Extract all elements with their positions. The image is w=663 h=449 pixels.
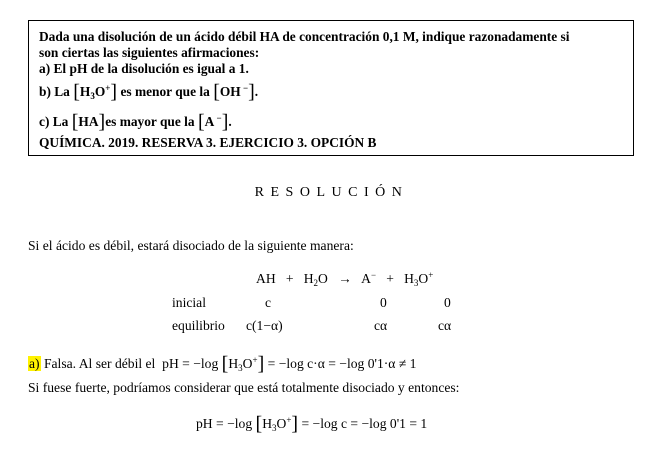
statement-b: b) La $[H_3O^+]$ es menor que la [OH −]. — [39, 81, 259, 103]
problem-source: QUÍMICA. 2019. RESERVA 3. EJERCICIO 3. OPCIÓN B — [39, 135, 377, 150]
answer-a: a) Falsa. Al ser débil el pH = −log $[H_3O^+] = -\log$ c·α = −log 0'1·α ≠ 1 — [29, 353, 417, 375]
statement-a: a) El pH de la disolución es igual a 1. — [39, 61, 249, 76]
equilibrio-label: equilibrio — [172, 318, 225, 333]
problem-intro: Dada una disolución de un ácido débil HA de concentración 0,1 M, indique razonadamente si — [39, 29, 570, 44]
inicial-ah: c — [265, 295, 272, 310]
equilibrio-ah: c(1−α) — [246, 318, 283, 333]
resolution-title: RESOLUCIÓN — [254, 185, 409, 200]
problem-intro-2: son ciertas las siguientes afirmaciones: — [39, 45, 260, 60]
equilibrio-h3o: cα — [438, 318, 452, 333]
dissociation-equation: AH + $H_2O$ → A− + $H_3O^+$ — [256, 270, 434, 288]
inicial-a: 0 — [380, 295, 387, 310]
problem-statement-box — [28, 20, 634, 156]
equilibrio-a: cα — [374, 318, 388, 333]
statement-c: c) La [HA]es mayor que la [A −]. — [39, 111, 232, 133]
inicial-h3o: 0 — [444, 295, 451, 310]
final-formula: pH = −log $[H_3O^+] = -\log$ c = −log 0'1 = 1 — [196, 413, 428, 435]
answer-a-letter: a) — [29, 356, 40, 371]
intro-text: Si el ácido es débil, estará disociado de la siguiente manera: — [28, 238, 354, 253]
answer-a-formula: pH = −log $[H_3O^+] = -\log$ c·α = −log 0'1·α ≠ 1 — [158, 353, 417, 375]
inicial-label: inicial — [172, 295, 206, 310]
strong-acid-text: Si fuese fuerte, podríamos considerar que está totalmente disociado y entonces: — [28, 380, 460, 395]
